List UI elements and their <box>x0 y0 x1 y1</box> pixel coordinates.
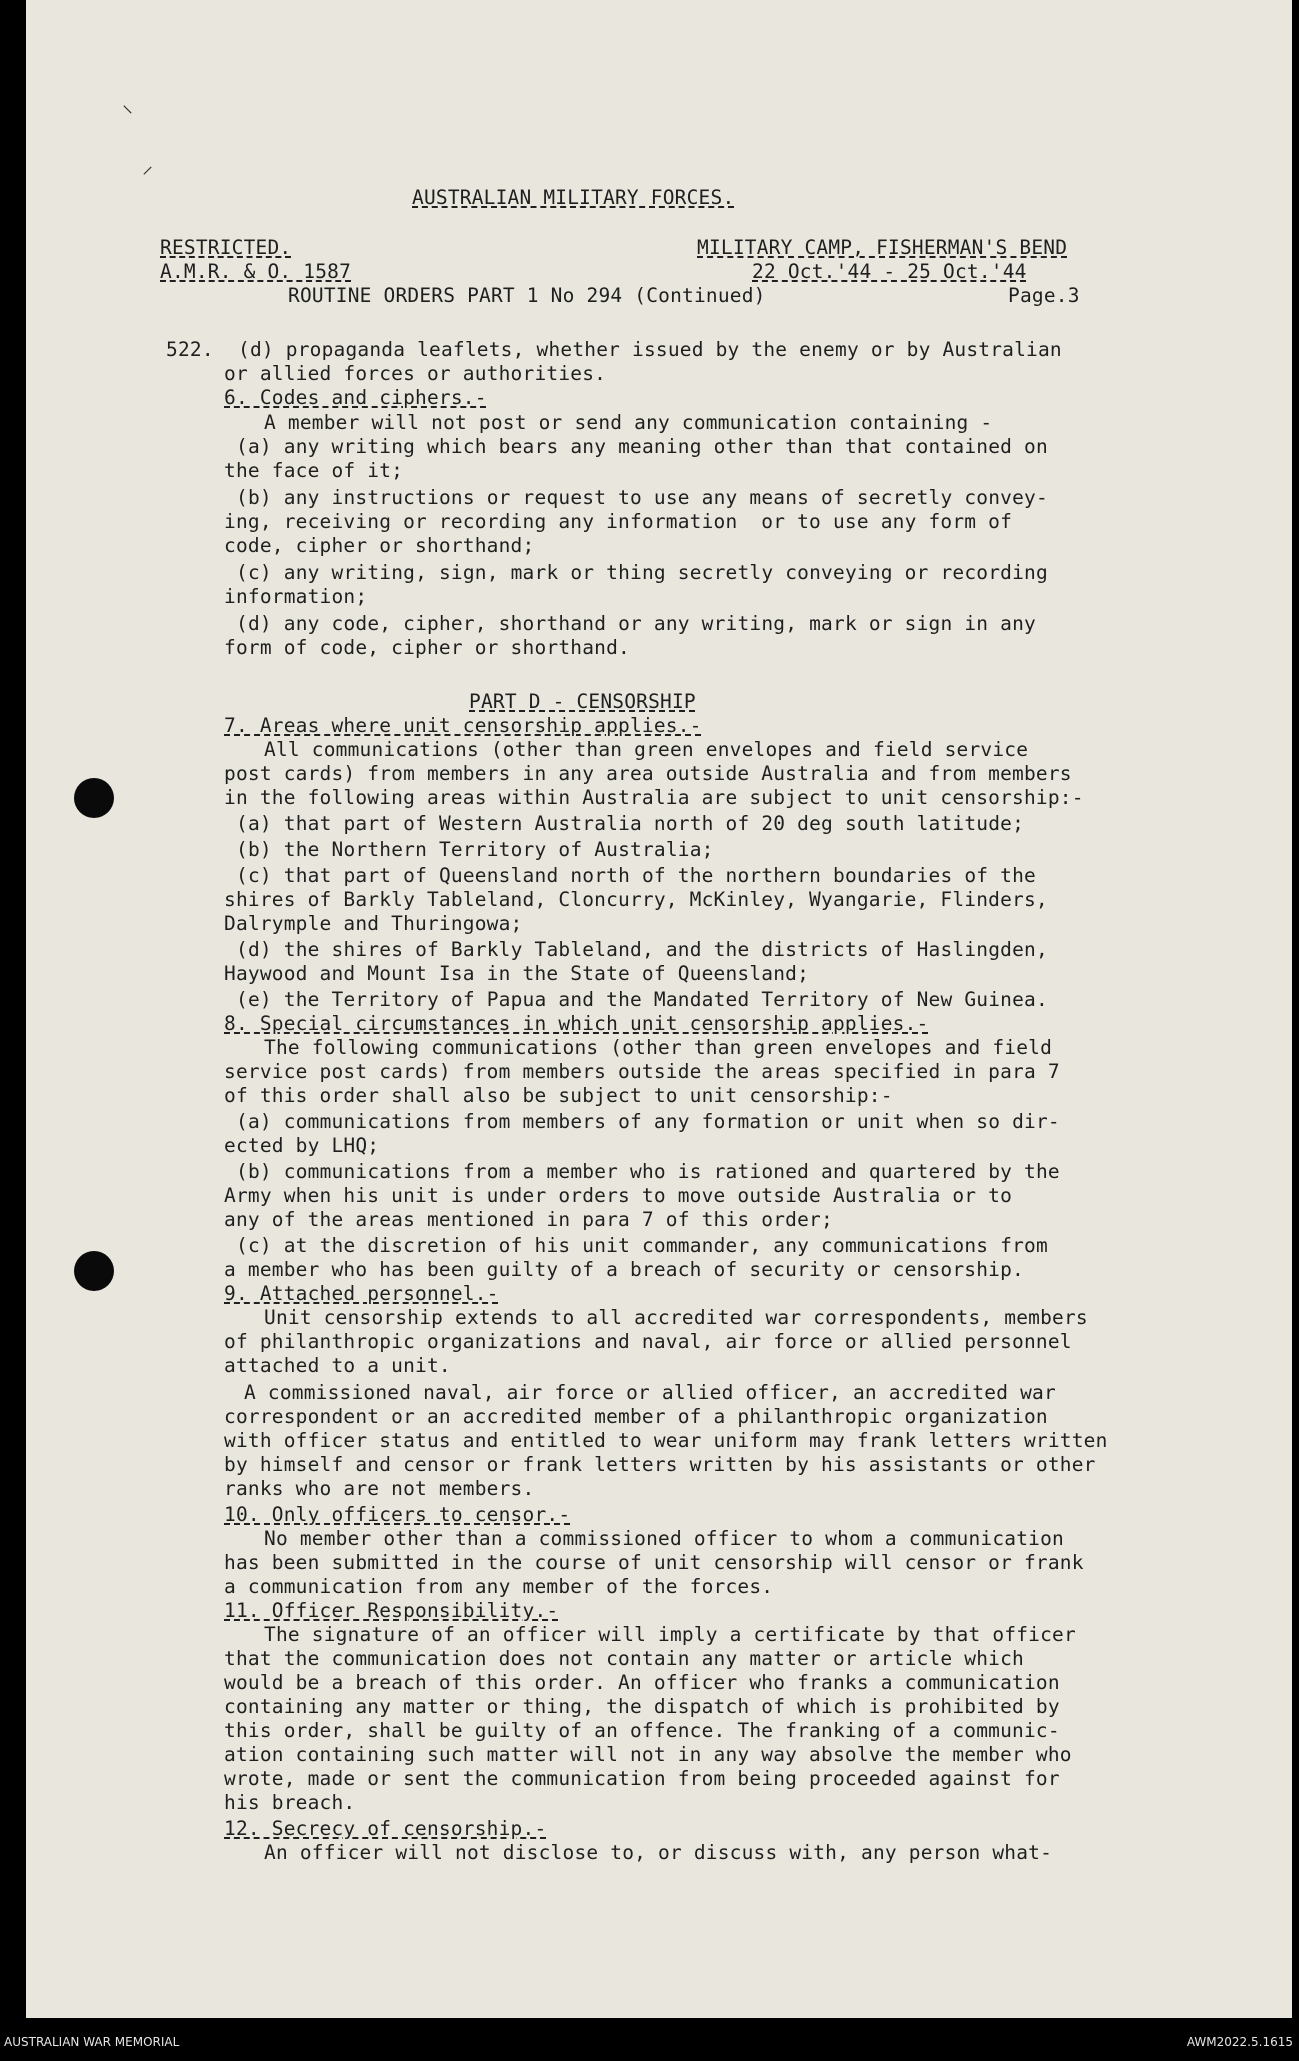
order-dates: 22 Oct.'44 - 25 Oct.'44 <box>752 260 1027 283</box>
text-line: a member who has been guilty of a breach of security or censorship. <box>224 1258 1024 1281</box>
text-line: (b) the Northern Territory of Australia; <box>236 838 714 861</box>
text-line: his breach. <box>224 1791 356 1814</box>
section-heading: 12. Secrecy of censorship.- <box>224 1817 547 1840</box>
text-line: in the following areas within Australia are subject to unit censorship:- <box>224 786 1084 809</box>
text-line: this order, shall be guilty of an offence. The franking of a communic- <box>224 1719 1060 1742</box>
restricted-label: RESTRICTED. <box>160 236 292 259</box>
text-line: of this order shall also be subject to unit censorship:- <box>224 1084 893 1107</box>
text-line: (b) communications from a member who is rationed and quartered by the <box>236 1160 1060 1183</box>
section-heading: 10. Only officers to censor.- <box>224 1503 571 1526</box>
text-line: (d) the shires of Barkly Tableland, and the districts of Haslingden, <box>236 938 1048 961</box>
text-line: the face of it; <box>224 459 404 482</box>
text-line: of philanthropic organizations and naval, air force or allied personnel <box>224 1330 1072 1353</box>
document-page <box>26 0 1292 2018</box>
amr-reference: A.M.R. & O. 1587 <box>160 260 352 283</box>
text-line: service post cards) from members outside the areas specified in para 7 <box>224 1060 1060 1083</box>
text-line: Dalrymple and Thuringowa; <box>224 912 523 935</box>
text-line: post cards) from members in any area outside Australia and from members <box>224 762 1072 785</box>
text-line: (a) that part of Western Australia north of 20 deg south latitude; <box>236 812 1025 835</box>
section-heading: 9. Attached personnel.- <box>224 1282 499 1305</box>
section-heading: 11. Officer Responsibility.- <box>224 1599 559 1622</box>
text-line: (e) the Territory of Papua and the Mandated Territory of New Guinea. <box>236 988 1048 1011</box>
text-line: ranks who are not members. <box>224 1477 535 1500</box>
text-line: wrote, made or sent the communication from being proceeded against for <box>224 1767 1060 1790</box>
text-line: (d) propaganda leaflets, whether issued by the enemy or by Australian <box>238 338 1062 361</box>
archive-name: AUSTRALIAN WAR MEMORIAL <box>4 2035 180 2049</box>
section-heading: 6. Codes and ciphers.- <box>224 386 487 409</box>
text-line: ing, receiving or recording any information or to use any form of <box>224 510 1013 533</box>
paper-mark: ⸌ <box>122 102 134 127</box>
section-heading: 7. Areas where unit censorship applies.- <box>224 714 702 737</box>
archive-footer <box>0 2031 1299 2061</box>
text-line: shires of Barkly Tableland, Cloncurry, McKinley, Wyangarie, Flinders, <box>224 888 1048 911</box>
text-line: (a) communications from members of any formation or unit when so dir- <box>236 1110 1060 1133</box>
text-line: would be a breach of this order. An officer who franks a communication <box>224 1671 1060 1694</box>
text-line: code, cipher or shorthand; <box>224 534 535 557</box>
text-line: (d) any code, cipher, shorthand or any writing, mark or sign in any <box>236 612 1036 635</box>
text-line: that the communication does not contain any matter or article which <box>224 1647 1024 1670</box>
text-line: information; <box>224 585 368 608</box>
text-line: A member will not post or send any communication containing - <box>264 411 993 434</box>
page-number: Page.3 <box>1008 284 1080 307</box>
text-line: An officer will not disclose to, or discuss with, any person what- <box>264 1841 1053 1864</box>
text-line: by himself and censor or frank letters written by his assistants or other <box>224 1453 1096 1476</box>
text-line: form of code, cipher or shorthand. <box>224 636 630 659</box>
text-line: correspondent or an accredited member of a philanthropic organization <box>224 1405 1048 1428</box>
text-line: (a) any writing which bears any meaning other than that contained on <box>236 435 1048 458</box>
camp-name: MILITARY CAMP, FISHERMAN'S BEND <box>697 236 1068 259</box>
paragraph-number: 522. <box>166 338 214 361</box>
text-line: containing any matter or thing, the dispatch of which is prohibited by <box>224 1695 1060 1718</box>
text-line: Unit censorship extends to all accredited war correspondents, members <box>264 1306 1088 1329</box>
text-line: (b) any instructions or request to use any means of secretly convey- <box>236 486 1048 509</box>
section-heading: 8. Special circumstances in which unit censorship applies.- <box>224 1012 929 1035</box>
text-line: A commissioned naval, air force or allied officer, an accredited war <box>244 1381 1056 1404</box>
text-line: Haywood and Mount Isa in the State of Queensland; <box>224 962 810 985</box>
text-line: The following communications (other than green envelopes and field <box>264 1036 1053 1059</box>
part-heading: PART D - CENSORSHIP <box>469 690 696 713</box>
text-line: (c) at the discretion of his unit commander, any communications from <box>236 1234 1048 1257</box>
text-line: ected by LHQ; <box>224 1134 380 1157</box>
paper-mark: ⸝ <box>142 154 154 179</box>
text-line: (c) any writing, sign, mark or thing secretly conveying or recording <box>236 561 1048 584</box>
archive-reference: AWM2022.5.1615 <box>1186 2035 1293 2049</box>
text-line: ation containing such matter will not in any way absolve the member who <box>224 1743 1072 1766</box>
text-line: No member other than a commissioned officer to whom a communication <box>264 1527 1064 1550</box>
text-line: The signature of an officer will imply a certificate by that officer <box>264 1623 1076 1646</box>
org-title: AUSTRALIAN MILITARY FORCES. <box>412 186 735 209</box>
text-line: any of the areas mentioned in para 7 of this order; <box>224 1208 833 1231</box>
text-line: a communication from any member of the forces. <box>224 1575 774 1598</box>
text-line: has been submitted in the course of unit censorship will censor or frank <box>224 1551 1084 1574</box>
text-line: Army when his unit is under orders to move outside Australia or to <box>224 1184 1013 1207</box>
text-line: attached to a unit. <box>224 1354 451 1377</box>
text-line: with officer status and entitled to wear uniform may frank letters written <box>224 1429 1108 1452</box>
text-line: or allied forces or authorities. <box>224 362 607 385</box>
document-text <box>26 0 1292 2018</box>
routine-orders-heading: ROUTINE ORDERS PART 1 No 294 (Continued) <box>288 284 766 307</box>
text-line: (c) that part of Queensland north of the northern boundaries of the <box>236 864 1036 887</box>
text-line: All communications (other than green envelopes and field service <box>264 738 1029 761</box>
